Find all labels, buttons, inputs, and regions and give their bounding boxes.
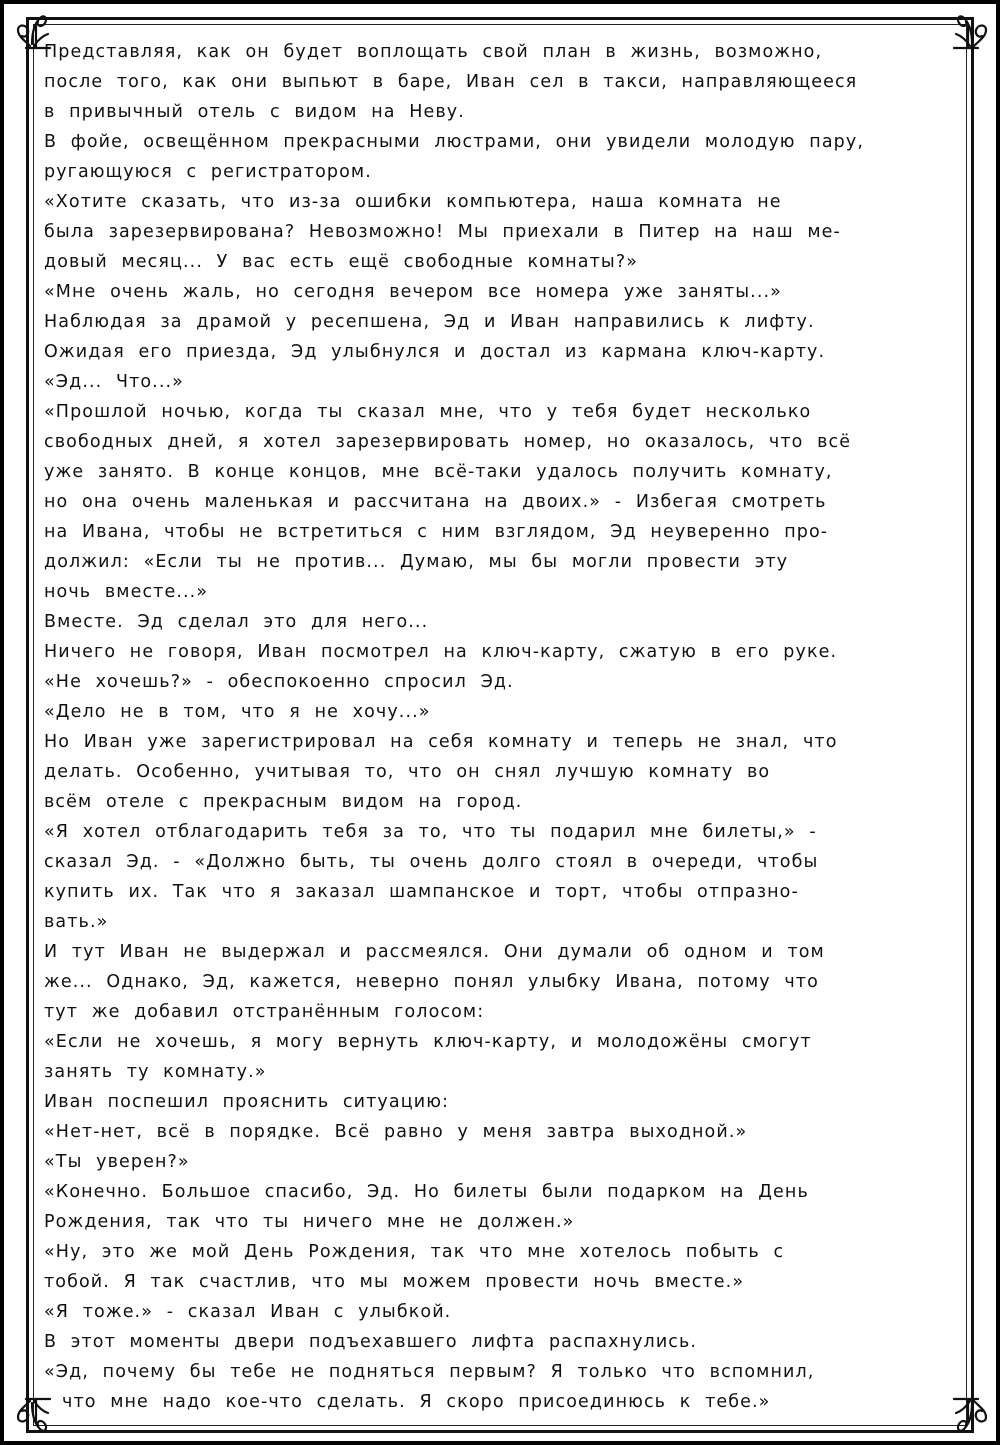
text-line: «Прошлой ночью, когда ты сказал мне, что у тебя будет несколько [44, 402, 812, 422]
text-line: уже занято. В конце концов, мне всё-таки удалось получить комнату, [44, 462, 833, 482]
text-line: «Эд, почему бы тебе не подняться первым? Я только что вспомнил, [44, 1362, 815, 1382]
text-line: вать.» [44, 912, 109, 932]
text-line: но она очень маленькая и рассчитана на двоих.» - Избегая смотреть [44, 492, 827, 512]
text-line: В этот моменты двери подъехавшего лифта распахнулись. [44, 1332, 698, 1352]
text-line: Рождения, так что ты ничего мне не должен.» [44, 1212, 575, 1232]
text-line: сказал Эд. - «Должно быть, ты очень долго стоял в очереди, чтобы [44, 852, 819, 872]
text-line: после того, как они выпьют в баре, Иван сел в такси, направляющееся [44, 72, 858, 92]
text-line: «Хотите сказать, что из-за ошибки компьютера, наша комната не [44, 192, 782, 212]
text-line: всём отеле с прекрасным видом на город. [44, 792, 523, 812]
text-line: Иван поспешил прояснить ситуацию: [44, 1092, 450, 1112]
text-line: «Я тоже.» - сказал Иван с улыбкой. [44, 1302, 452, 1322]
text-line: «Эд... Что...» [44, 372, 184, 392]
text-line: «Мне очень жаль, но сегодня вечером все номера уже заняты...» [44, 282, 782, 302]
text-line: «Не хочешь?» - обеспокоенно спросил Эд. [44, 672, 514, 692]
text-line: «Ну, это же мой День Рождения, так что мне хотелось побыть с [44, 1242, 785, 1262]
text-line: Вместе. Эд сделал это для него... [44, 612, 429, 632]
text-line: купить их. Так что я заказал шампанское и торт, чтобы отпразно- [44, 882, 799, 902]
text-line: тут же добавил отстранённым голосом: [44, 1002, 485, 1022]
text-line: Но Иван уже зарегистрировал на себя комнату и теперь не знал, что [44, 732, 838, 752]
page-sheet [4, 4, 996, 1441]
text-line: «Конечно. Большое спасибо, Эд. Но билеты были подарком на День [44, 1182, 809, 1202]
text-line: довый месяц... У вас есть ещё свободные комнаты?» [44, 252, 639, 272]
text-line: И тут Иван не выдержал и рассмеялся. Они думали об одном и том [44, 942, 825, 962]
text-line: В фойе, освещённом прекрасными люстрами, они увидели молодую пару, [44, 132, 864, 152]
text-line: «Если не хочешь, я могу вернуть ключ-карту, и молодожёны смогут [44, 1032, 812, 1052]
text-line: занять ту комнату.» [44, 1062, 267, 1082]
text-line: «Ты уверен?» [44, 1152, 190, 1172]
text-line: Наблюдая за драмой у ресепшена, Эд и Иван направились к лифту. [44, 312, 815, 332]
text-line: была зарезервирована? Невозможно! Мы приехали в Питер на наш ме- [44, 222, 841, 242]
text-line: же... Однако, Эд, кажется, неверно понял улыбку Ивана, потому что [44, 972, 819, 992]
text-line: делать. Особенно, учитывая то, что он снял лучшую комнату во [44, 762, 771, 782]
text-line: Ничего не говоря, Иван посмотрел на ключ-карту, сжатую в его руке. [44, 642, 838, 662]
text-line: свободных дней, я хотел зарезервировать номер, но оказалось, что всё [44, 432, 852, 452]
text-line: на Ивана, чтобы не встретиться с ним взглядом, Эд неуверенно про- [44, 522, 829, 542]
text-line: ночь вместе...» [44, 582, 209, 602]
text-line: что мне надо кое-что сделать. Я скоро присоединюсь к тебе.» [62, 1392, 771, 1412]
story-text [44, 37, 968, 1417]
text-line: тобой. Я так счастлив, что мы можем провести ночь вместе.» [44, 1272, 745, 1292]
text-line: «Нет-нет, всё в порядке. Всё равно у меня завтра выходной.» [44, 1122, 748, 1142]
text-line: Ожидая его приезда, Эд улыбнулся и достал из кармана ключ-карту. [44, 342, 826, 362]
text-line: в привычный отель с видом на Неву. [44, 102, 465, 122]
text-line: Представляя, как он будет воплощать свой план в жизнь, возможно, [44, 42, 823, 62]
text-line: ругающуюся с регистратором. [44, 162, 372, 182]
text-line: «Дело не в том, что я не хочу...» [44, 702, 431, 722]
text-line: «Я хотел отблагодарить тебя за то, что ты подарил мне билеты,» - [44, 822, 817, 842]
text-line: должил: «Если ты не против... Думаю, мы бы могли провести эту [44, 552, 789, 572]
